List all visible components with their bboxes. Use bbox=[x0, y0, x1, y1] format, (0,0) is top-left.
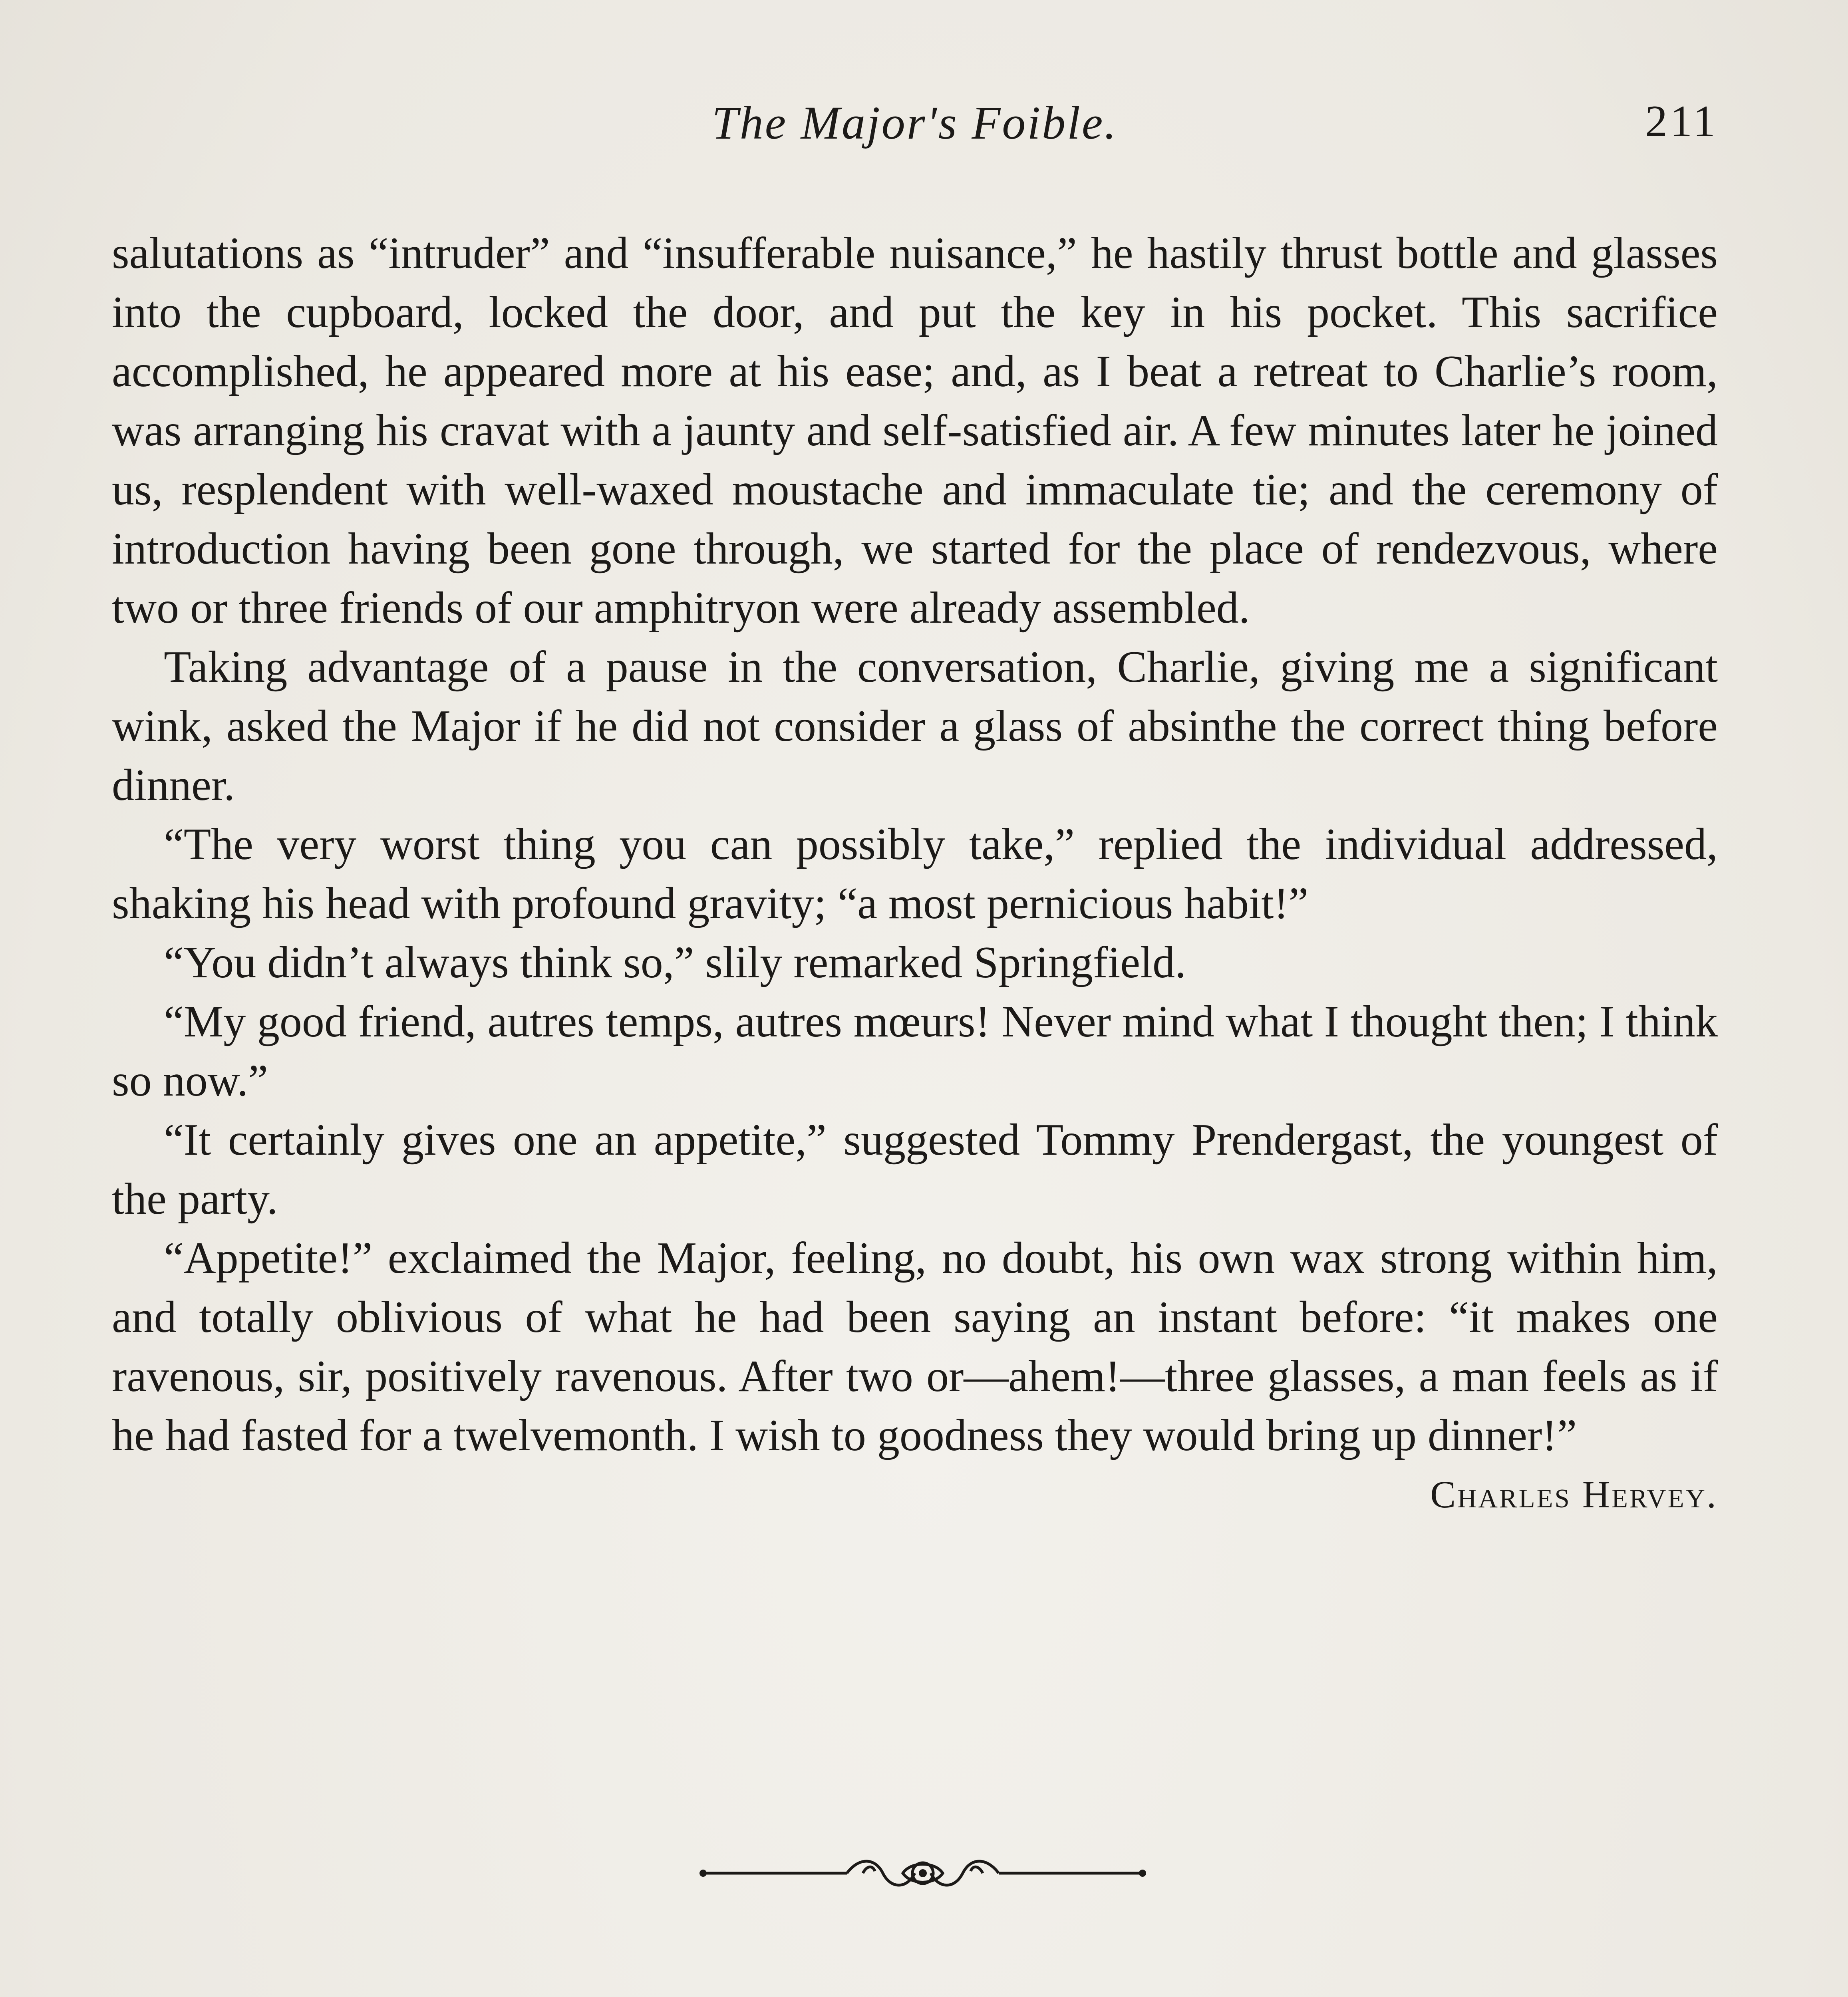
paragraph: Taking advantage of a pause in the conversation, Charlie, giving me a significant wink, asked the Major if he did not consider a glass of absinthe the correct thing before dinner. bbox=[112, 642, 1718, 810]
story-text bbox=[112, 224, 1718, 1524]
paragraph: “My good friend, autres temps, autres mœurs! Never mind what I thought then; I think so now.” bbox=[112, 997, 1718, 1106]
author-signature: Charles Hervey. bbox=[1430, 1473, 1718, 1516]
paragraph: “It certainly gives one an appetite,” suggested Tommy Prendergast, the youngest of the party. bbox=[112, 1115, 1718, 1224]
scroll-ornament-divider-icon bbox=[695, 1849, 1151, 1897]
paragraph: “You didn’t always think so,” slily remarked Springfield. bbox=[164, 938, 1186, 987]
running-title: The Major's Foible. bbox=[712, 97, 1118, 149]
paragraph: “The very worst thing you can possibly take,” replied the individual addressed, shaking his head with profound gravity; “a most pernicious habit!” bbox=[112, 820, 1718, 928]
page-header bbox=[112, 96, 1718, 160]
page-number: 211 bbox=[1645, 97, 1718, 146]
paragraph: salutations as “intruder” and “insufferable nuisance,” he hastily thrust bottle and glasses into the cupboard, locked the door, and put the key in his pocket. This sacrifice accomplished, he appeared more at his ease; and, as I beat a retreat to Charlie’s room, was arranging his cravat with a jaunty and self-satisfied air. A few minutes later he joined us, resplendent with well-waxed moustache and immaculate tie; and the ceremony of introduction having been gone through, we started for the place of rendezvous, where two or three friends of our amphitryon were already assembled. bbox=[112, 228, 1718, 633]
paragraph: “Appetite!” exclaimed the Major, feeling, no doubt, his own wax strong within him, and totally oblivious of what he had been saying an instant before: “it makes one ravenous, sir, positively ravenous. After two or—ahem!—three glasses, a man feels as if he had fasted for a twelvemonth. I wish to goodness they would bring up dinner!” bbox=[112, 1233, 1718, 1460]
